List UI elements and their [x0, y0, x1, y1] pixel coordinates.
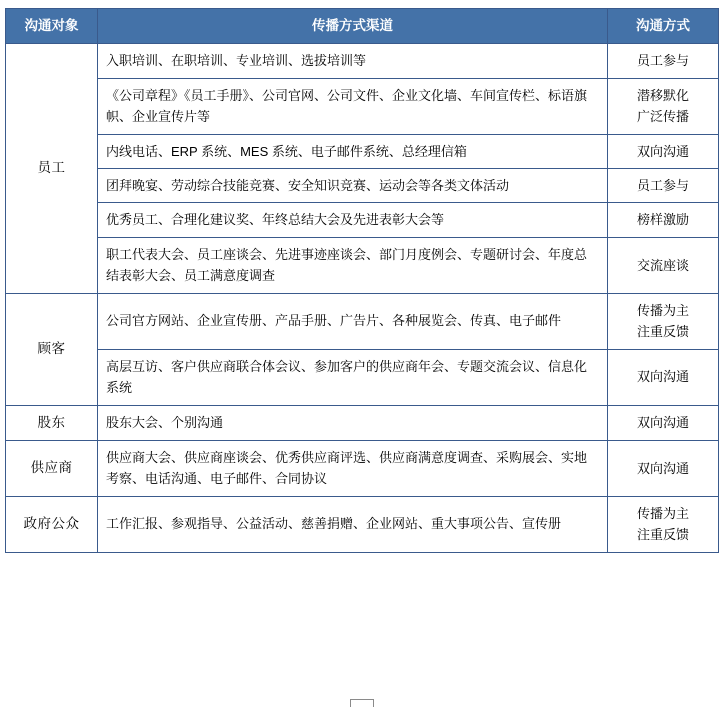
method-line: 传播为主: [636, 302, 689, 318]
channel-cell: 优秀员工、合理化建议奖、年终总结大会及先进表彰大会等: [98, 203, 608, 237]
method-cell: [608, 349, 719, 405]
audience-cell: 顾客: [6, 293, 98, 405]
channel-cell: 团拜晚宴、劳动综合技能竞赛、安全知识竞赛、运动会等各类文体活动: [98, 169, 608, 203]
method-line: 员工参与: [636, 178, 689, 194]
audience-cell: 股东: [6, 405, 98, 440]
method-line: 注重反馈: [636, 527, 689, 543]
method-cell: [608, 237, 719, 293]
table-row: [6, 293, 719, 349]
table-row: [6, 405, 719, 440]
audience-cell: 员工: [6, 44, 98, 294]
channel-cell: 内线电话、ERP 系统、MES 系统、电子邮件系统、总经理信箱: [98, 134, 608, 168]
channel-cell: 《公司章程》《员工手册》、公司官网、公司文件、企业文化墙、车间宣传栏、标语旗帜、企业宣传片等: [98, 78, 608, 134]
column-header-audience: 沟通对象: [6, 9, 98, 44]
channel-cell: 供应商大会、供应商座谈会、优秀供应商评选、供应商满意度调查、采购展会、实地考察、电话沟通、电子邮件、合同协议: [98, 440, 608, 496]
audience-cell: 供应商: [6, 440, 98, 496]
method-cell: [608, 203, 719, 237]
table-row: [6, 349, 719, 405]
table-row: [6, 44, 719, 78]
table-body: [6, 44, 719, 552]
method-line: 双向沟通: [636, 414, 689, 430]
method-line: 榜样激励: [636, 212, 689, 228]
table-row: [6, 496, 719, 552]
channel-cell: 股东大会、个别沟通: [98, 405, 608, 440]
method-cell: [608, 78, 719, 134]
channel-cell: 工作汇报、参观指导、公益活动、慈善捐赠、企业网站、重大事项公告、宣传册: [98, 496, 608, 552]
method-cell: [608, 440, 719, 496]
method-cell: [608, 169, 719, 203]
table-row: [6, 237, 719, 293]
table-row: [6, 78, 719, 134]
method-line: 员工参与: [636, 53, 689, 69]
channel-cell: 入职培训、在职培训、专业培训、选拔培训等: [98, 44, 608, 78]
table-row: [6, 134, 719, 168]
method-cell: [608, 134, 719, 168]
table-header: [6, 9, 719, 44]
channel-cell: 职工代表大会、员工座谈会、先进事迹座谈会、部门月度例会、专题研讨会、年度总结表彰大会、员工满意度调查: [98, 237, 608, 293]
method-line: 注重反馈: [636, 324, 689, 340]
channel-cell: 公司官方网站、企业宣传册、产品手册、广告片、各种展览会、传真、电子邮件: [98, 293, 608, 349]
page-footer-mark: [350, 699, 374, 707]
audience-cell: 政府公众: [6, 496, 98, 552]
table-row: [6, 169, 719, 203]
method-cell: [608, 405, 719, 440]
method-cell: [608, 44, 719, 78]
method-line: 双向沟通: [636, 143, 689, 159]
method-line: 双向沟通: [636, 460, 689, 476]
table-header-row: [6, 9, 719, 44]
channel-cell: 高层互访、客户供应商联合体会议、参加客户的供应商年会、专题交流会议、信息化系统: [98, 349, 608, 405]
table-row: [6, 203, 719, 237]
method-line: 传播为主: [636, 505, 689, 521]
method-line: 潜移默化: [636, 87, 689, 103]
method-cell: [608, 293, 719, 349]
method-line: 双向沟通: [636, 369, 689, 385]
method-line: 广泛传播: [636, 109, 689, 125]
method-line: 交流座谈: [636, 257, 689, 273]
column-header-channel: 传播方式渠道: [98, 9, 608, 44]
column-header-method: 沟通方式: [608, 9, 719, 44]
method-cell: [608, 496, 719, 552]
communication-table: [5, 8, 719, 553]
table-row: [6, 440, 719, 496]
